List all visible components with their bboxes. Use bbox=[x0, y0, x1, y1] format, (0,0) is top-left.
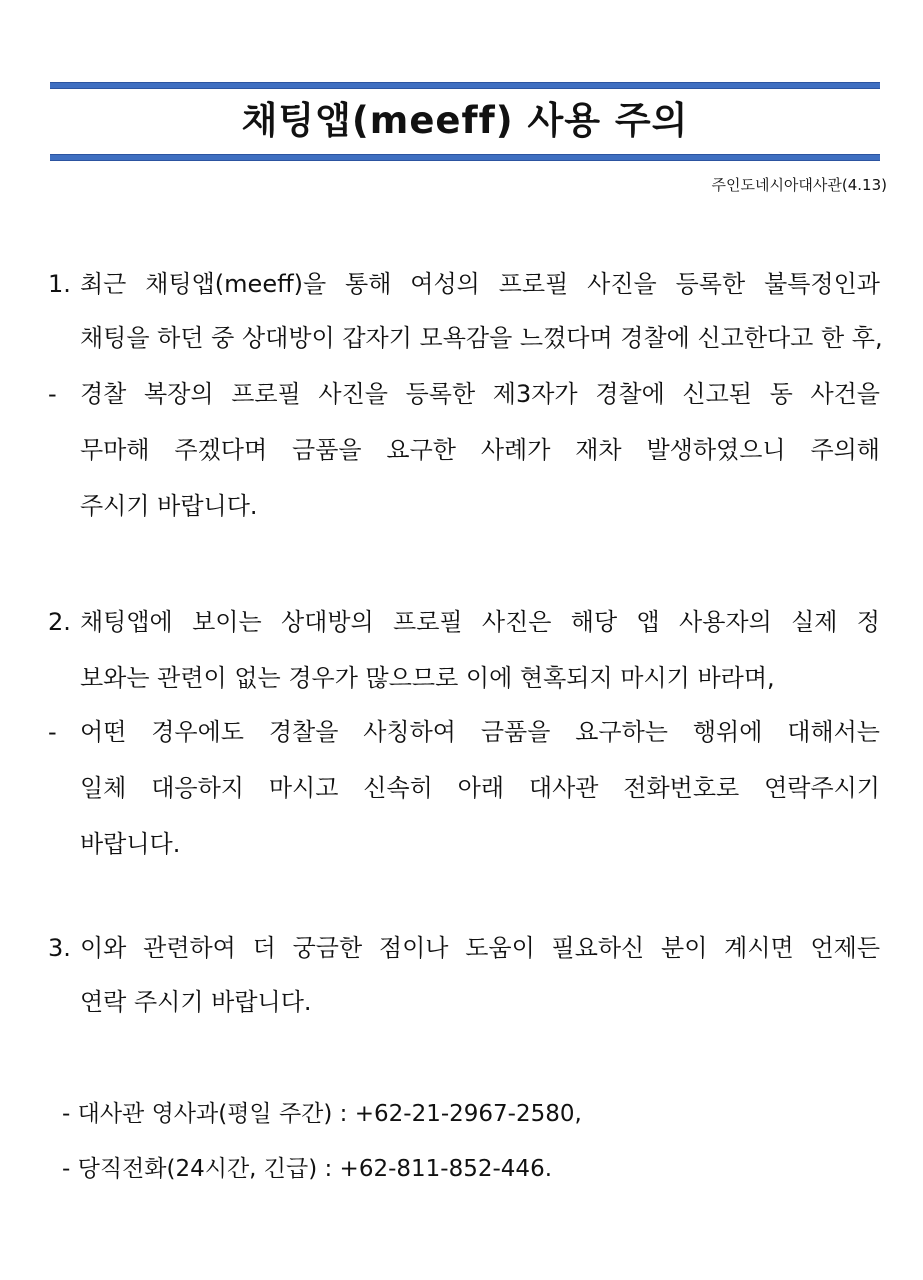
paragraph-line: 어떤 경우에도 경찰을 사칭하여 금품을 요구하는 행위에 대해서는 bbox=[80, 718, 880, 746]
paragraph-line: 바랍니다. bbox=[80, 830, 181, 858]
paragraph-line: 주시기 바랍니다. bbox=[80, 492, 258, 520]
section-number: 1. bbox=[48, 270, 71, 298]
title-bottom-rule bbox=[50, 154, 880, 161]
paragraph-line: 일체 대응하지 마시고 신속히 아래 대사관 전화번호로 연락주시기 bbox=[80, 774, 880, 802]
dash-marker: - bbox=[48, 718, 57, 746]
page-title: 채팅앱(meeff) 사용 주의 bbox=[241, 99, 689, 142]
section-number: 2. bbox=[48, 608, 71, 636]
paragraph-line: 경찰 복장의 프로필 사진을 등록한 제3자가 경찰에 신고된 동 사건을 bbox=[80, 380, 880, 408]
paragraph-line: 보와는 관련이 없는 경우가 많으므로 이에 현혹되지 마시기 바라며, bbox=[80, 664, 775, 692]
paragraph-line: 연락 주시기 바랍니다. bbox=[80, 988, 312, 1016]
paragraph-line: 최근 채팅앱(meeff)을 통해 여성의 프로필 사진을 등록한 불특정인과 bbox=[80, 270, 880, 298]
section-number: 3. bbox=[48, 934, 71, 962]
paragraph-line: 채팅을 하던 중 상대방이 갑자기 모욕감을 느꼈다며 경찰에 신고한다고 한 후, bbox=[80, 324, 883, 352]
dash-marker: - bbox=[48, 380, 57, 408]
paragraph-line: 채팅앱에 보이는 상대방의 프로필 사진은 해당 앱 사용자의 실제 정 bbox=[80, 608, 880, 636]
paragraph-line: 무마해 주겠다며 금품을 요구한 사례가 재차 발생하였으니 주의해 bbox=[80, 436, 880, 464]
title-top-rule bbox=[50, 82, 880, 89]
issuer-date-label: 주인도네시아대사관(4.13) bbox=[711, 176, 887, 194]
consular-phone-line: - 대사관 영사과(평일 주간) : +62-21-2967-2580, bbox=[62, 1101, 582, 1127]
paragraph-line: 이와 관련하여 더 궁금한 점이나 도움이 필요하신 분이 계시면 언제든 bbox=[80, 934, 880, 962]
emergency-phone-line: - 당직전화(24시간, 긴급) : +62-811-852-446. bbox=[62, 1156, 553, 1182]
